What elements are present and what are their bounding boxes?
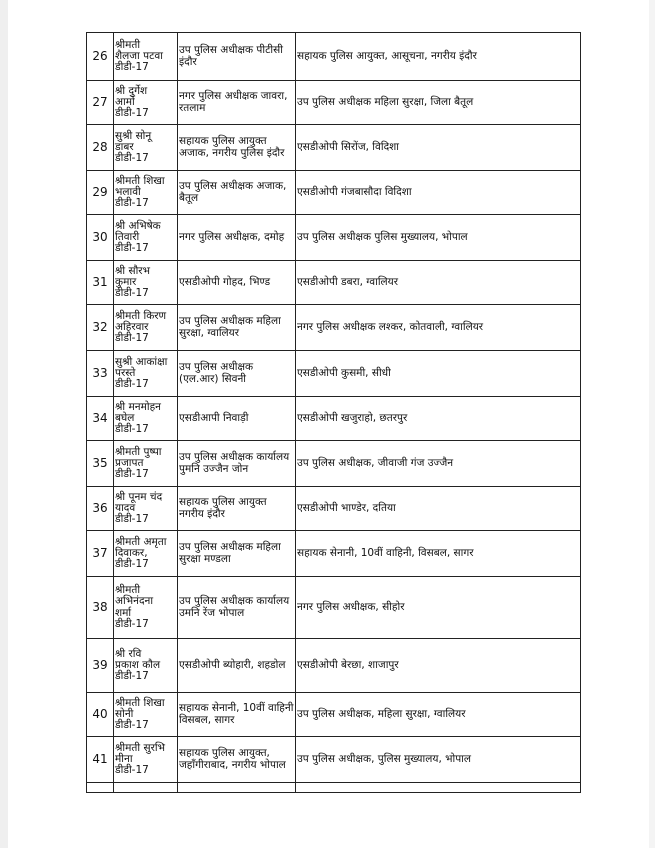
new-posting-cell: उप पुलिस अधीक्षक पुलिस मुख्यालय, भोपाल <box>296 215 581 261</box>
current-posting-cell <box>178 33 296 81</box>
officer-name-line: श्रीमती शिखा <box>115 696 165 709</box>
officer-name-cell <box>114 531 178 577</box>
officer-name-cell <box>114 171 178 215</box>
current-posting-cell <box>178 215 296 261</box>
new-posting-cell: एसडीओपी भाण्डेर, दतिया <box>296 487 581 531</box>
table-row <box>87 215 581 261</box>
page-left-edge <box>0 0 8 848</box>
serial-number-cell: 37 <box>87 531 114 577</box>
officer-name-line: डीडी-17 <box>115 764 149 777</box>
current-posting-text: उप पुलिस अधीक्षक कार्यालय उमनि रेंज भोपाल <box>179 595 290 619</box>
officer-name-line: डीडी-17 <box>115 332 149 345</box>
current-posting-text: सहायक सेनानी, 10वीं वाहिनी विसबल, सागर <box>179 702 294 726</box>
officer-name-line: सोनी <box>115 707 134 720</box>
current-posting-text: उप पुलिस अधीक्षक (एल.आर) सिवनी <box>179 361 254 385</box>
officer-name-cell <box>114 261 178 305</box>
officer-name-line: डीडी-17 <box>115 670 149 683</box>
new-posting-cell: नगर पुलिस अधीक्षक, सीहोर <box>296 577 581 639</box>
serial-number-cell: 40 <box>87 693 114 737</box>
current-posting-text: एसडीआपी निवाड़ी <box>179 411 249 424</box>
serial-number-cell: 33 <box>87 351 114 397</box>
current-posting-text: सहायक पुलिस आयुक्त नगरीय इंदौर <box>179 496 267 520</box>
serial-number-cell: 38 <box>87 577 114 639</box>
current-posting-cell <box>178 487 296 531</box>
table-row <box>87 639 581 693</box>
officer-name-cell <box>114 305 178 351</box>
serial-number-cell: 31 <box>87 261 114 305</box>
serial-number-cell: 32 <box>87 305 114 351</box>
table-row <box>87 577 581 639</box>
officer-name-cell <box>114 737 178 783</box>
officer-name-line: प्रजापत <box>115 456 144 469</box>
officer-name-line: डीडी-17 <box>115 242 149 255</box>
table-row <box>87 487 581 531</box>
officer-name-line: श्रीमती पुष्पा <box>115 445 162 458</box>
empty-cell <box>114 783 178 793</box>
table-body <box>87 33 581 783</box>
officer-name-line: श्रीमती <box>115 38 141 51</box>
current-posting-text: उप पुलिस अधीक्षक अजाक, बैतूल <box>179 180 287 204</box>
current-posting-text: एसडीओपी गोहद, भिण्ड <box>179 275 271 288</box>
new-posting-cell: एसडीओपी बेरछा, शाजापुर <box>296 639 581 693</box>
table-row <box>87 261 581 305</box>
serial-number-cell: 30 <box>87 215 114 261</box>
current-posting-text: सहायक पुलिस आयुक्त अजाक, नगरीय पुलिस इंदौर <box>179 135 285 159</box>
serial-number-cell: 29 <box>87 171 114 215</box>
officer-name-line: डीडी-17 <box>115 61 149 74</box>
officer-name-line: डीडी-17 <box>115 197 149 210</box>
officer-name-cell <box>114 81 178 125</box>
officer-name-line: शैलजा पटवा <box>115 49 163 62</box>
officer-name-line: श्रीमती <box>115 583 141 596</box>
officer-name-line: श्री पूनम चंद <box>115 490 163 503</box>
new-posting-cell: एसडीओपी गंजबासौदा विदिशा <box>296 171 581 215</box>
officer-name-line: दिवाकर, <box>115 546 148 559</box>
new-posting-cell: एसडीओपी खजुराहो, छतरपुर <box>296 397 581 441</box>
table-row-continuation <box>87 783 581 793</box>
new-posting-cell: नगर पुलिस अधीक्षक लश्कर, कोतवाली, ग्वालियर <box>296 305 581 351</box>
new-posting-cell: सहायक पुलिस आयुक्त, आसूचना, नगरीय इंदौर <box>296 33 581 81</box>
officer-name-line: यादव <box>115 501 136 514</box>
officer-name-line: डीडी-17 <box>115 378 149 391</box>
current-posting-text: उप पुलिस अधीक्षक महिला सुरक्षा मण्डला <box>179 541 281 565</box>
current-posting-cell <box>178 531 296 577</box>
new-posting-cell: उप पुलिस अधीक्षक महिला सुरक्षा, जिला बैतूल <box>296 81 581 125</box>
current-posting-cell <box>178 397 296 441</box>
new-posting-cell: उप पुलिस अधीक्षक, पुलिस मुख्यालय, भोपाल <box>296 737 581 783</box>
current-posting-text: नगर पुलिस अधीक्षक, दमोह <box>179 230 285 243</box>
officer-name-line: श्री रवि <box>115 647 142 660</box>
officer-name-line: श्री अभिषेक <box>115 219 161 232</box>
officer-name-line: सुश्री आकांक्षा <box>115 355 168 368</box>
current-posting-text: नगर पुलिस अधीक्षक जावरा, रतलाम <box>179 90 288 114</box>
officer-name-line: श्री दुर्गेश <box>115 84 148 97</box>
officer-name-line: श्री सौरभ <box>115 264 150 277</box>
current-posting-text: उप पुलिस अधीक्षक कार्यालय पुमनि उज्जैन जोन <box>179 451 290 475</box>
serial-number-cell: 27 <box>87 81 114 125</box>
officer-name-line: अहिरवार <box>115 320 149 333</box>
current-posting-text: उप पुलिस अधीक्षक पीटीसी इंदौर <box>179 44 283 68</box>
officer-name-line: सुश्री सोनू <box>115 129 152 142</box>
officer-name-line: श्री मनमोहन <box>115 400 161 413</box>
new-posting-cell: एसडीओपी कुसमी, सीधी <box>296 351 581 397</box>
officer-name-cell <box>114 33 178 81</box>
officer-name-line: बघेल <box>115 411 135 424</box>
officer-name-line: डीडी-17 <box>115 617 149 630</box>
officer-name-line: डीडी-17 <box>115 287 149 300</box>
officer-name-line: डीडी-17 <box>115 468 149 481</box>
empty-cell <box>296 783 581 793</box>
new-posting-cell: एसडीओपी डबरा, ग्वालियर <box>296 261 581 305</box>
serial-number-cell: 41 <box>87 737 114 783</box>
officer-name-line: श्रीमती किरण <box>115 309 167 322</box>
officer-name-cell <box>114 215 178 261</box>
officer-name-cell <box>114 441 178 487</box>
officer-name-line: डीडी-17 <box>115 558 149 571</box>
officer-name-line: डीडी-17 <box>115 423 149 436</box>
officer-name-line: डीडी-17 <box>115 719 149 732</box>
current-posting-cell <box>178 305 296 351</box>
table-row <box>87 125 581 171</box>
table-row <box>87 171 581 215</box>
table-row <box>87 397 581 441</box>
officer-name-cell <box>114 693 178 737</box>
officer-name-cell <box>114 639 178 693</box>
table-row <box>87 81 581 125</box>
current-posting-cell <box>178 693 296 737</box>
current-posting-cell <box>178 171 296 215</box>
new-posting-cell: एसडीओपी सिरोंज, विदिशा <box>296 125 581 171</box>
officer-name-line: डाबर <box>115 140 134 153</box>
officer-name-line: डीडी-17 <box>115 107 149 120</box>
transfer-list-table <box>86 32 581 793</box>
officer-name-line: मीना <box>115 752 133 765</box>
officer-name-line: भलावी <box>115 185 141 198</box>
empty-cell <box>87 783 114 793</box>
officer-name-line: श्रीमती शिखा <box>115 174 165 187</box>
officer-name-line: तिवारी <box>115 230 140 243</box>
table-row <box>87 441 581 487</box>
officer-name-line: श्रीमती अमृता <box>115 535 167 548</box>
officer-name-line: कुमार <box>115 275 137 288</box>
current-posting-cell <box>178 125 296 171</box>
serial-number-cell: 39 <box>87 639 114 693</box>
table-row <box>87 693 581 737</box>
officer-name-line: अभिनंदना <box>115 595 154 608</box>
officer-name-line: परस्ते <box>115 366 136 379</box>
officer-name-cell <box>114 397 178 441</box>
empty-cell <box>178 783 296 793</box>
current-posting-text: एसडीओपी ब्योहारी, शहडोल <box>179 658 286 671</box>
current-posting-cell <box>178 577 296 639</box>
table-row <box>87 305 581 351</box>
current-posting-text: सहायक पुलिस आयुक्त, जहाँगीराबाद, नगरीय भोपाल <box>179 747 286 771</box>
officer-name-line: आर्मो <box>115 95 135 108</box>
current-posting-cell <box>178 261 296 305</box>
officer-name-cell <box>114 125 178 171</box>
officer-name-cell <box>114 487 178 531</box>
page-right-edge <box>649 0 655 848</box>
officer-name-line: डीडी-17 <box>115 513 149 526</box>
new-posting-cell: उप पुलिस अधीक्षक, जीवाजी गंज उज्जैन <box>296 441 581 487</box>
current-posting-text: उप पुलिस अधीक्षक महिला सुरक्षा, ग्वालियर <box>179 315 281 339</box>
new-posting-cell: उप पुलिस अधीक्षक, महिला सुरक्षा, ग्वालियर <box>296 693 581 737</box>
officer-name-cell <box>114 351 178 397</box>
table-row <box>87 531 581 577</box>
serial-number-cell: 28 <box>87 125 114 171</box>
serial-number-cell: 34 <box>87 397 114 441</box>
table-row <box>87 351 581 397</box>
current-posting-cell <box>178 639 296 693</box>
officer-name-line: डीडी-17 <box>115 152 149 165</box>
current-posting-cell <box>178 351 296 397</box>
table-row <box>87 33 581 81</box>
current-posting-cell <box>178 81 296 125</box>
officer-name-cell <box>114 577 178 639</box>
serial-number-cell: 36 <box>87 487 114 531</box>
officer-name-line: श्रीमती सुरभि <box>115 741 165 754</box>
current-posting-cell <box>178 441 296 487</box>
officer-name-line: शर्मा <box>115 606 132 619</box>
current-posting-cell <box>178 737 296 783</box>
new-posting-cell: सहायक सेनानी, 10वीं वाहिनी, विसबल, सागर <box>296 531 581 577</box>
table-row <box>87 737 581 783</box>
serial-number-cell: 26 <box>87 33 114 81</box>
officer-name-line: प्रकाश कौल <box>115 658 161 671</box>
serial-number-cell: 35 <box>87 441 114 487</box>
